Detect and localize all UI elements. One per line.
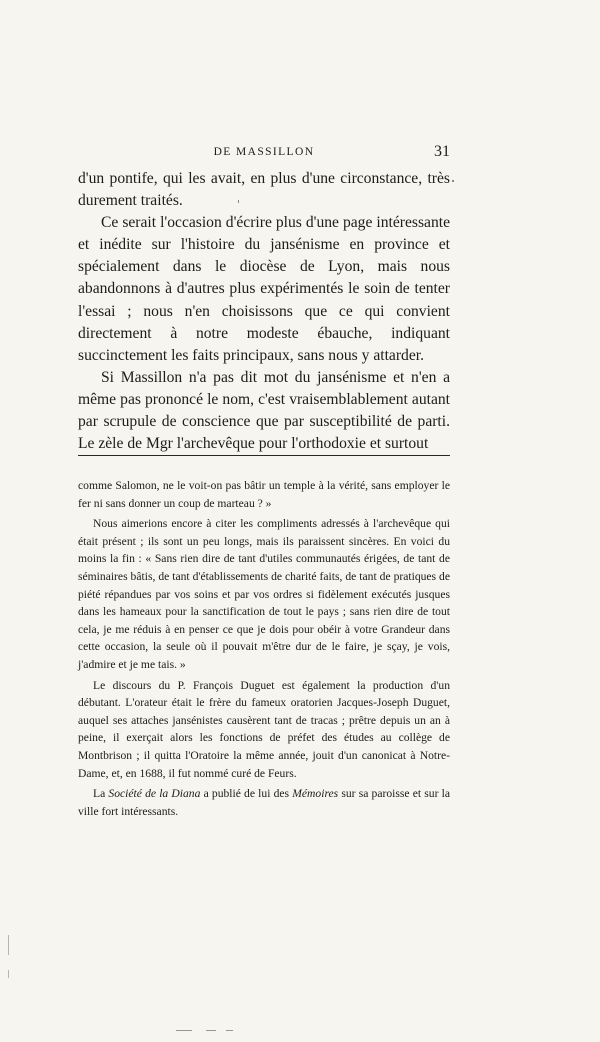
main-text [78,168,450,455]
footnotes [78,477,450,820]
footnote-paragraph: Nous aimerions encore à citer les compliments adressés à l'archevêque qui était présent ; ils sont un peu longs, mais ils paraissent sincères. En voici du moins la fin : « Sans rien dire de tant d'utiles communautés érigées, de tant de séminaires bâtis, de tant d'établissements de charité faits, de tant de pratiques de piété répandues par vos soins et par vos ordres si fidèlement exécutés jusques dans les hameaux pour la sanctification de tout le pays ; sans rien dire de tout cela, je me réduis à en penser ce que je dois pour obéir à votre Grandeur dans cette occasion, la seule où il pouvait m'être dur de le faire, je sçay, je vois, j'admire et je me tais. » [78,517,450,671]
footnote-text: La [93,787,109,801]
page-edge-mark [8,935,9,955]
page-number: 31 [434,143,450,160]
paragraph-continuation: d'un pontife, qui les avait, en plus d'une circonstance, très durement traités. [78,170,450,210]
page-header [78,143,450,163]
footnote-text: a publié de lui des [200,787,293,801]
paragraph: Ce serait l'occasion d'écrire plus d'une page intéressante et inédite sur l'histoire du jansénisme en province et spécialement dans le diocèse de Lyon, mais nous abandonnons à d'autres plus expérimentés le soin de tenter l'essai ; nous n'en choisissons que ce qui convient directement à notre modeste ébauche, indiquant succinctement les faits principaux, sans nous y attarder. [78,214,450,364]
footnote-rule [78,455,450,456]
society-name: Société de la Diana [108,787,201,801]
footnote-paragraph: comme Salomon, ne le voit-on pas bâtir un temple à la vérité, sans employer le fer ni sans donner un coup de marteau ? » [78,479,450,510]
page-edge-mark [8,970,9,978]
running-head: DE MASSILLON [213,146,315,158]
footnote-text: sur sa paroisse et sur la ville fort intéressants. [78,787,450,818]
footnote-paragraph: Le discours du P. François Duguet est également la production d'un débutant. L'orateur était le frère du fameux oratorien Jacques-Joseph Duguet, auquel ses attaches jansénistes causèrent tant de tracas ; prêtre depuis un an à peine, il exerçait alors les fonctions de préfet des études au collège de Montbrison ; il quitta l'Oratoire la même année, jouit d'un canonicat à Notre-Dame, et, en 1688, il fut nommé curé de Feurs. [78,678,450,780]
scan-speck [452,180,454,182]
footnote-paragraph [78,785,450,820]
scan-mark [176,1030,192,1031]
paragraph: Si Massillon n'a pas dit mot du jansénisme et n'en a même pas prononcé le nom, c'est vraisemblablement autant par scrupule de conscience que par susceptibilité de parti. Le zèle de Mgr l'archevêque pour l'orthodoxie et surtout [78,368,450,453]
work-title: Mémoires [292,787,339,801]
scan-mark [226,1030,233,1031]
scan-mark [206,1030,216,1031]
scan-speck [238,200,239,203]
